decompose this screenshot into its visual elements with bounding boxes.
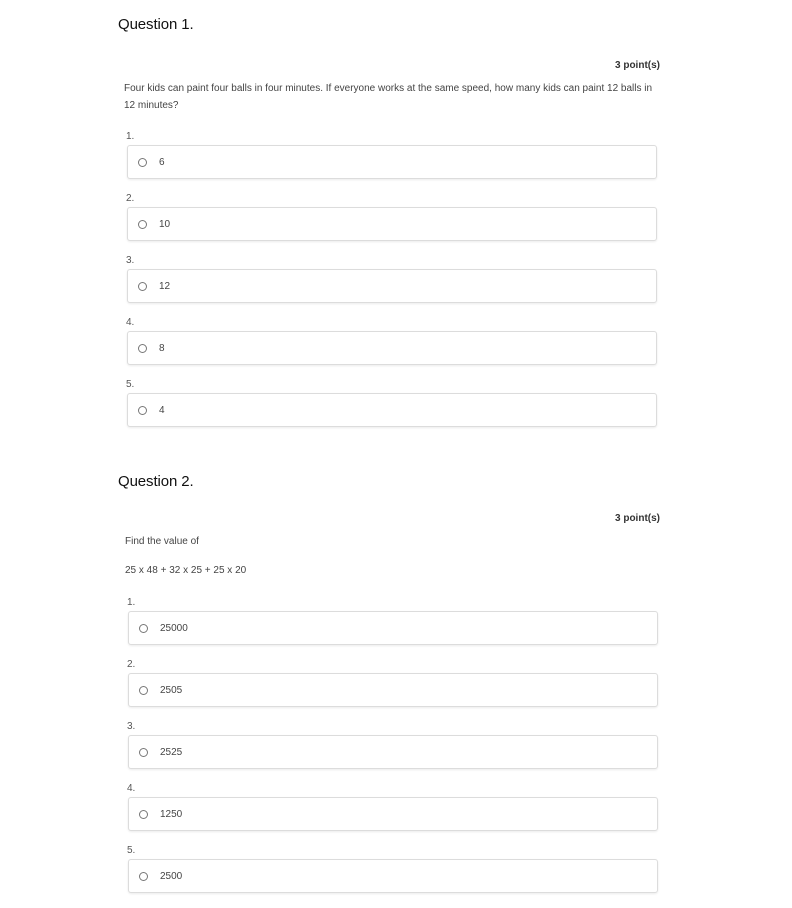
option-label: 2500 [160, 871, 183, 882]
radio-button[interactable] [138, 158, 147, 167]
option-number: 2. [126, 193, 135, 204]
option-label: 8 [159, 343, 165, 354]
answer-option[interactable] [127, 331, 657, 365]
radio-button[interactable] [138, 220, 147, 229]
radio-button[interactable] [139, 624, 148, 633]
answer-option[interactable] [128, 673, 658, 707]
answer-option[interactable] [127, 207, 657, 241]
option-number: 1. [127, 597, 136, 608]
option-number: 4. [126, 317, 135, 328]
question-text: Four kids can paint four balls in four minutes. If everyone works at the same speed, how many kids can paint 12 balls in 12 minutes? [124, 83, 653, 111]
radio-button[interactable] [138, 344, 147, 353]
radio-button[interactable] [139, 748, 148, 757]
option-number: 1. [126, 131, 135, 142]
radio-button[interactable] [139, 810, 148, 819]
option-label: 1250 [160, 809, 183, 820]
option-number: 5. [126, 379, 135, 390]
option-number: 3. [127, 721, 136, 732]
answer-option[interactable] [128, 797, 658, 831]
answer-option[interactable] [128, 735, 658, 769]
option-number: 2. [127, 659, 136, 670]
option-number: 3. [126, 255, 135, 266]
option-label: 10 [159, 219, 171, 230]
answer-option[interactable] [128, 859, 658, 893]
radio-button[interactable] [138, 282, 147, 291]
option-label: 2505 [160, 685, 183, 696]
question-title: Question 2. [118, 473, 194, 490]
question-text: Find the value of [125, 536, 199, 547]
question-points: 3 point(s) [615, 60, 660, 71]
option-label: 25000 [160, 623, 188, 634]
radio-button[interactable] [138, 406, 147, 415]
answer-option[interactable] [127, 269, 657, 303]
option-number: 5. [127, 845, 136, 856]
question-expression: 25 x 48 + 32 x 25 + 25 x 20 [125, 565, 247, 576]
option-number: 4. [127, 783, 136, 794]
question-points: 3 point(s) [615, 513, 660, 524]
option-label: 4 [159, 405, 165, 416]
answer-option[interactable] [127, 393, 657, 427]
answer-option[interactable] [127, 145, 657, 179]
option-label: 2525 [160, 747, 183, 758]
radio-button[interactable] [139, 872, 148, 881]
radio-button[interactable] [139, 686, 148, 695]
answer-option[interactable] [128, 611, 658, 645]
question-title: Question 1. [118, 16, 194, 33]
option-label: 12 [159, 281, 171, 292]
option-label: 6 [159, 157, 165, 168]
